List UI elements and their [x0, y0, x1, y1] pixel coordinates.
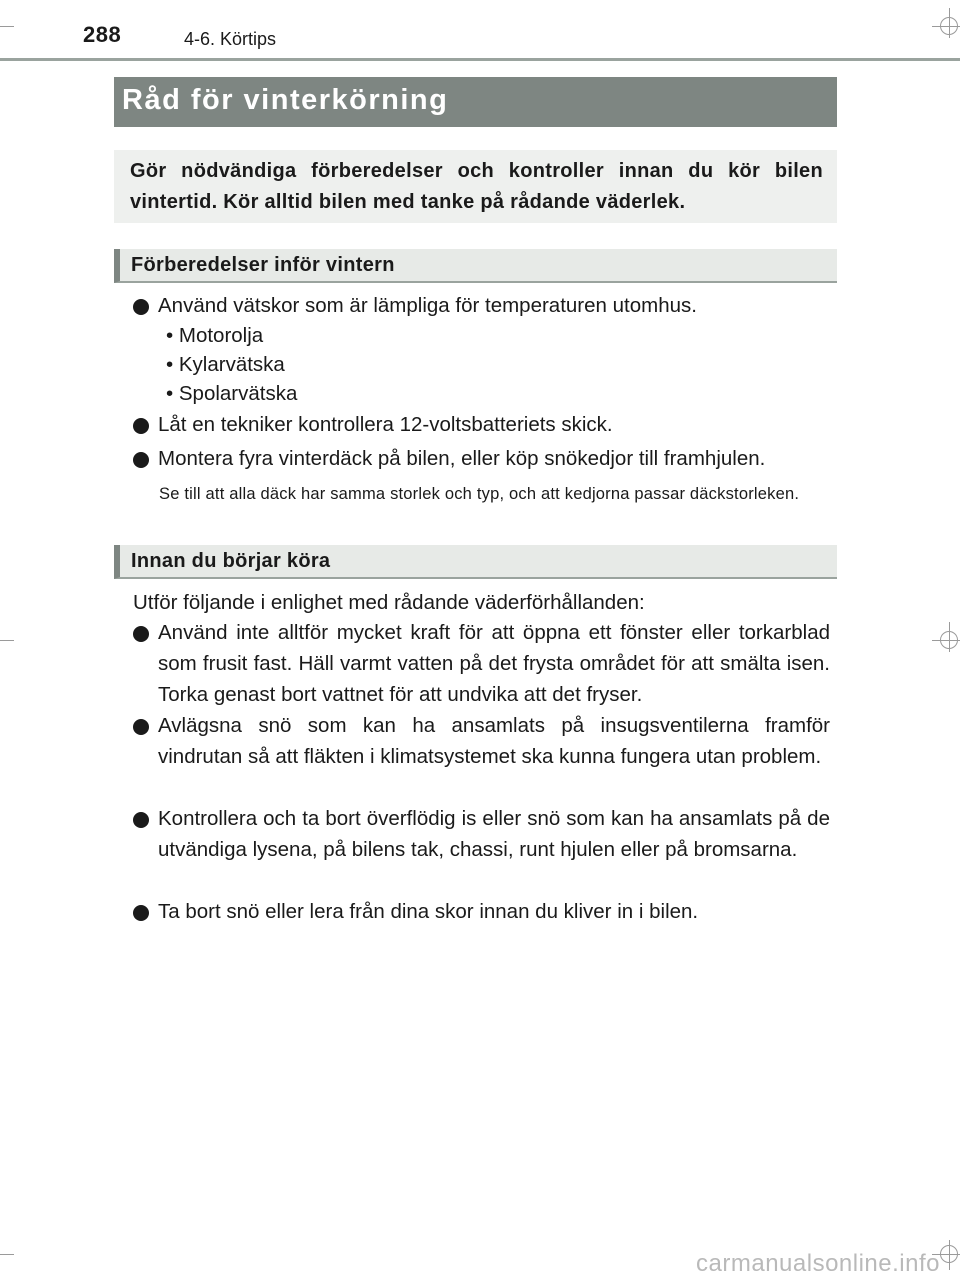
section-heading-text: Innan du börjar köra [131, 550, 331, 572]
page-header [0, 20, 960, 60]
bullet-icon [133, 418, 149, 434]
section-heading-before-driving [114, 545, 837, 579]
section-heading-winter-prep [114, 249, 837, 283]
list-item-text: Ta bort snö eller lera från dina skor innan du kliver in i bilen. [158, 900, 699, 923]
section-reference: 4-6. Körtips [184, 29, 277, 49]
bullet-icon [133, 626, 149, 642]
list-item-text: Kontrollera och ta bort överflödig is eller snö som kan ha ansamlats på de utvändiga lysena, på bilens tak, chassi, runt hjulen eller på bromsarna. [158, 807, 830, 861]
bullet-icon [133, 812, 149, 828]
header-rule [0, 58, 960, 61]
page-title-bar [114, 77, 837, 127]
note-text: Se till att alla däck har samma storlek och typ, och att kedjorna passar däckstorleken. [159, 485, 800, 503]
list-item-text: Avlägsna snö som kan ha ansamlats på insugsventilerna framför vindrutan så att fläkten i klimatsystemet ska kunna fungera utan problem. [158, 714, 830, 768]
list-item-text: Använd vätskor som är lämpliga för temperaturen utomhus. [158, 294, 697, 317]
bullet-icon [133, 452, 149, 468]
intro-box [114, 150, 837, 223]
list-item-text: Låt en tekniker kontrollera 12-voltsbatteriets skick. [158, 413, 613, 436]
intro-text: Gör nödvändiga förberedelser och kontroller innan du kör bilen vintertid. Kör alltid bilen med tanke på rådande väderlek. [130, 160, 823, 213]
section-heading-text: Förberedelser inför vintern [131, 254, 395, 276]
sub-list-item: • Spolarvätska [166, 382, 298, 405]
sub-list-item: • Motorolja [166, 324, 264, 347]
watermark: carmanualsonline.info [696, 1250, 940, 1277]
list-item-text: Använd inte alltför mycket kraft för att öppna ett fönster eller torkarblad som frusit fast. Häll varmt vatten på det frysta området för att smälta isen. Torka genast bort vattnet för att undvika att det fryser. [158, 621, 830, 706]
bullet-icon [133, 299, 149, 315]
lead-text: Utför följande i enlighet med rådande väderförhållanden: [133, 591, 645, 614]
sub-list-item: • Kylarvätska [166, 353, 285, 376]
page-title: Råd för vinterkörning [122, 84, 449, 116]
list-item-text: Montera fyra vinterdäck på bilen, eller köp snökedjor till framhjulen. [158, 447, 766, 470]
page-number: 288 [83, 22, 122, 47]
bullet-icon [133, 905, 149, 921]
bullet-icon [133, 719, 149, 735]
